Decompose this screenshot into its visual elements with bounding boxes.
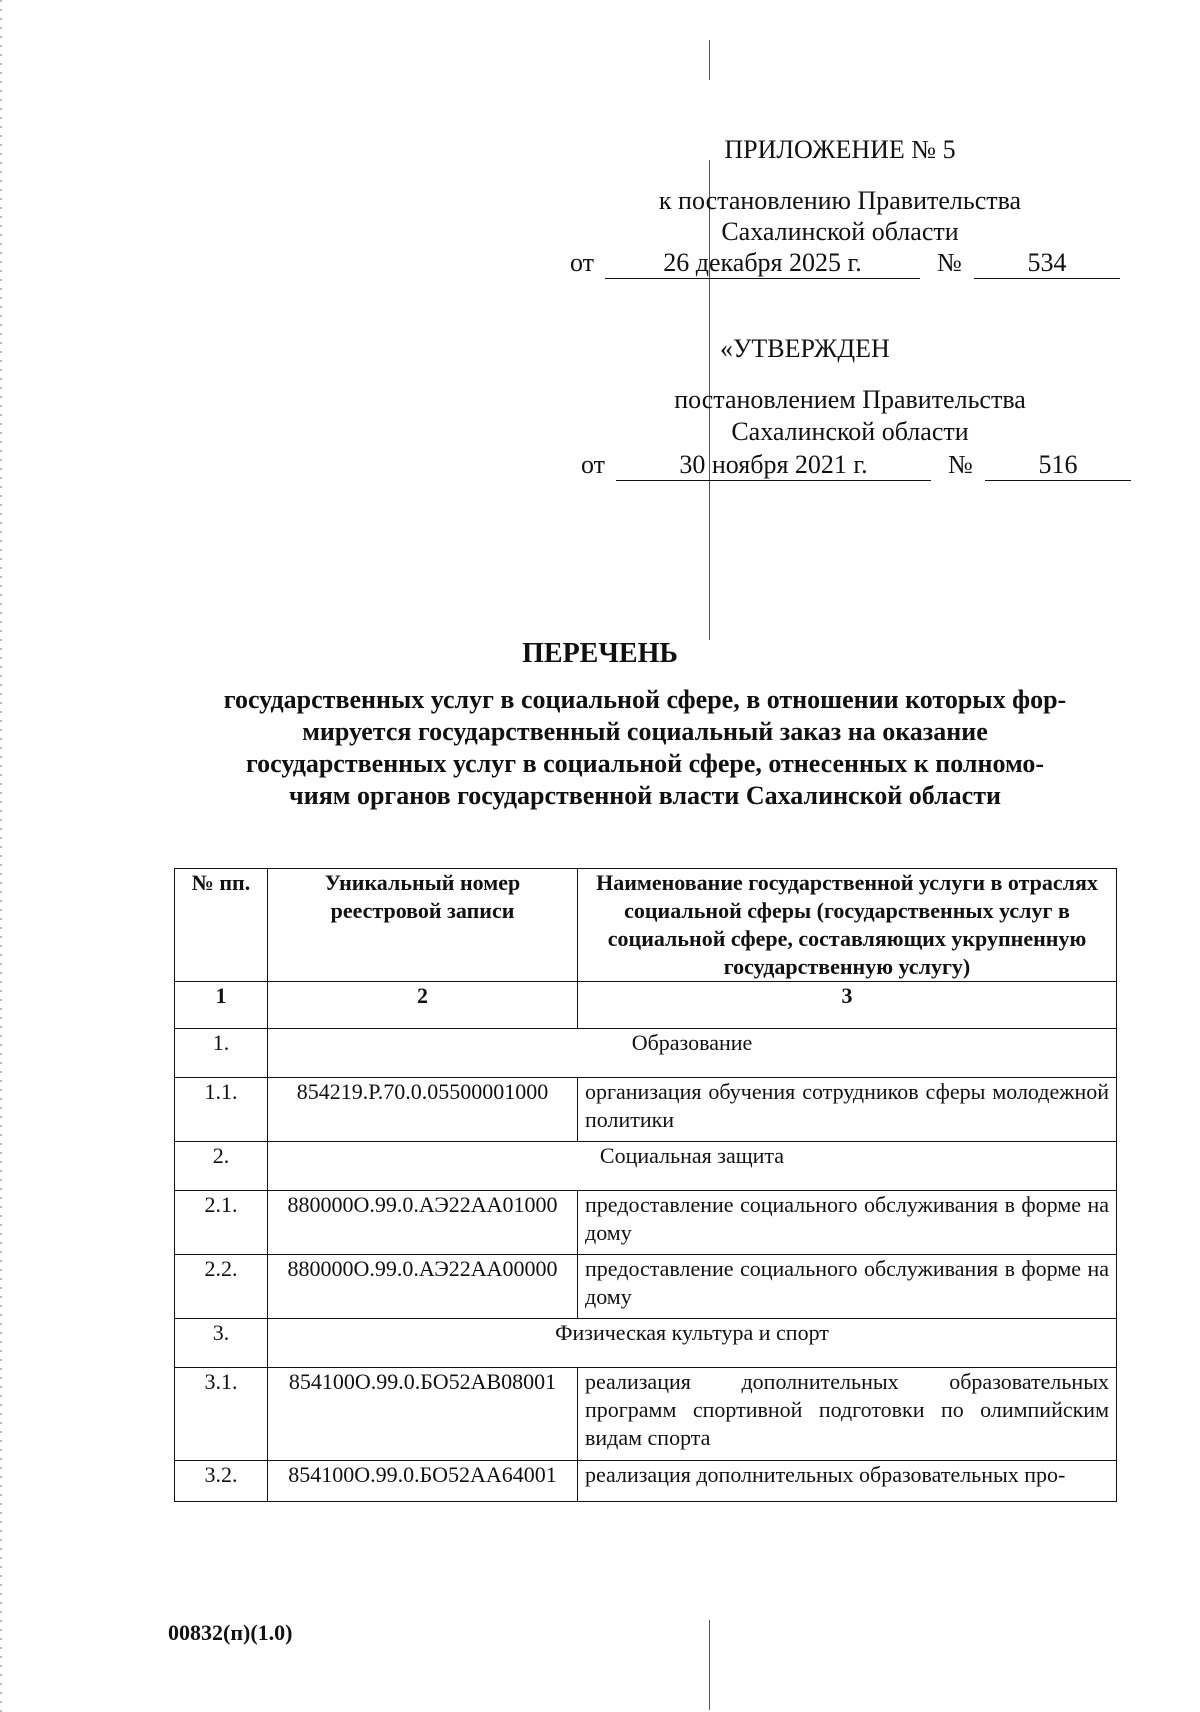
row-number: 3.1. (175, 1368, 268, 1461)
service-name: предоставление социального обслуживания в форме на дому (578, 1191, 1117, 1255)
subtitle-line: чиям органов государственной власти Сахалинской области (289, 781, 1001, 810)
appendix-title: ПРИЛОЖЕНИЕ № 5 (724, 135, 956, 164)
approved-line2: Сахалинской области (731, 417, 969, 446)
row-number: 3.2. (175, 1461, 268, 1502)
approved-dateline (581, 450, 1131, 482)
service-name: предоставление социального обслуживания в форме на дому (578, 1255, 1117, 1319)
appendix-line2: Сахалинской области (721, 217, 959, 246)
section-title: Социальная защита (268, 1142, 1117, 1191)
document-title: ПЕРЕЧЕНЬ (522, 638, 678, 669)
row-number: 1. (175, 1029, 268, 1078)
header-cell-number: № пп. (175, 869, 268, 982)
registry-code: 854219.Р.70.0.05500001000 (268, 1078, 578, 1142)
table-row (175, 1078, 1117, 1142)
service-name: организация обучения сотрудников сферы молодежной политики (578, 1078, 1117, 1142)
registry-code: 880000О.99.0.АЭ22АА01000 (268, 1191, 578, 1255)
column-number: 2 (268, 982, 578, 1029)
row-number: 1.1. (175, 1078, 268, 1142)
appendix-date: 26 декабря 2025 г. (605, 248, 920, 279)
number-label: № (948, 450, 973, 479)
table-row (175, 1461, 1117, 1502)
from-label: от (570, 248, 595, 277)
registry-code: 880000О.99.0.АЭ22АА00000 (268, 1255, 578, 1319)
appendix-dateline (570, 248, 1120, 280)
document-code: 00832(п)(1.0) (168, 1620, 293, 1645)
approved-line1: постановлением Правительства (674, 385, 1026, 414)
table-section-row (175, 1142, 1117, 1191)
table-row (175, 1191, 1117, 1255)
subtitle-line: мируется государственный социальный заказ на оказание (302, 717, 988, 746)
table-section-row (175, 1029, 1117, 1078)
scan-line-artifact (709, 40, 710, 80)
approved-title: «УТВЕРЖДЕН (720, 334, 890, 363)
row-number: 2.2. (175, 1255, 268, 1319)
row-number: 2.1. (175, 1191, 268, 1255)
column-number: 1 (175, 982, 268, 1029)
table-section-row (175, 1319, 1117, 1368)
scan-edge-artifact (0, 0, 2, 1712)
row-number: 2. (175, 1142, 268, 1191)
section-title: Физическая культура и спорт (268, 1319, 1117, 1368)
service-name: реализация дополнительных образовательных про- (578, 1461, 1117, 1502)
table-row (175, 1255, 1117, 1319)
appendix-line1: к постановлению Правительства (658, 186, 1022, 215)
appendix-number: 534 (974, 248, 1120, 279)
table-row (175, 1368, 1117, 1461)
approved-date: 30 ноября 2021 г. (616, 450, 931, 481)
table-header-row (175, 869, 1117, 982)
subtitle-line: государственных услуг в социальной сфере, отнесенных к полномо- (245, 749, 1045, 778)
subtitle-line: государственных услуг в социальной сфере, в отношении которых фор- (223, 685, 1067, 714)
number-label: № (937, 248, 962, 277)
services-table (174, 868, 1117, 1502)
service-name: реализация дополнительных образовательных программ спортивной подготовки по олимпийским видам спорта (578, 1368, 1117, 1461)
section-title: Образование (268, 1029, 1117, 1078)
scan-line-artifact (709, 1620, 710, 1710)
row-number: 3. (175, 1319, 268, 1368)
header-cell-name: Наименование государственной услуги в отраслях социальной сферы (государственных услуг в социальной сфере, составляющих укрупненную государственную услугу) (578, 869, 1117, 982)
registry-code: 854100О.99.0.БО52АА64001 (268, 1461, 578, 1502)
table-column-numbers-row (175, 982, 1117, 1029)
header-cell-code: Уникальный номер реестровой записи (268, 869, 578, 982)
approved-number: 516 (985, 450, 1131, 481)
column-number: 3 (578, 982, 1117, 1029)
from-label: от (581, 450, 606, 479)
registry-code: 854100О.99.0.БО52АВ08001 (268, 1368, 578, 1461)
